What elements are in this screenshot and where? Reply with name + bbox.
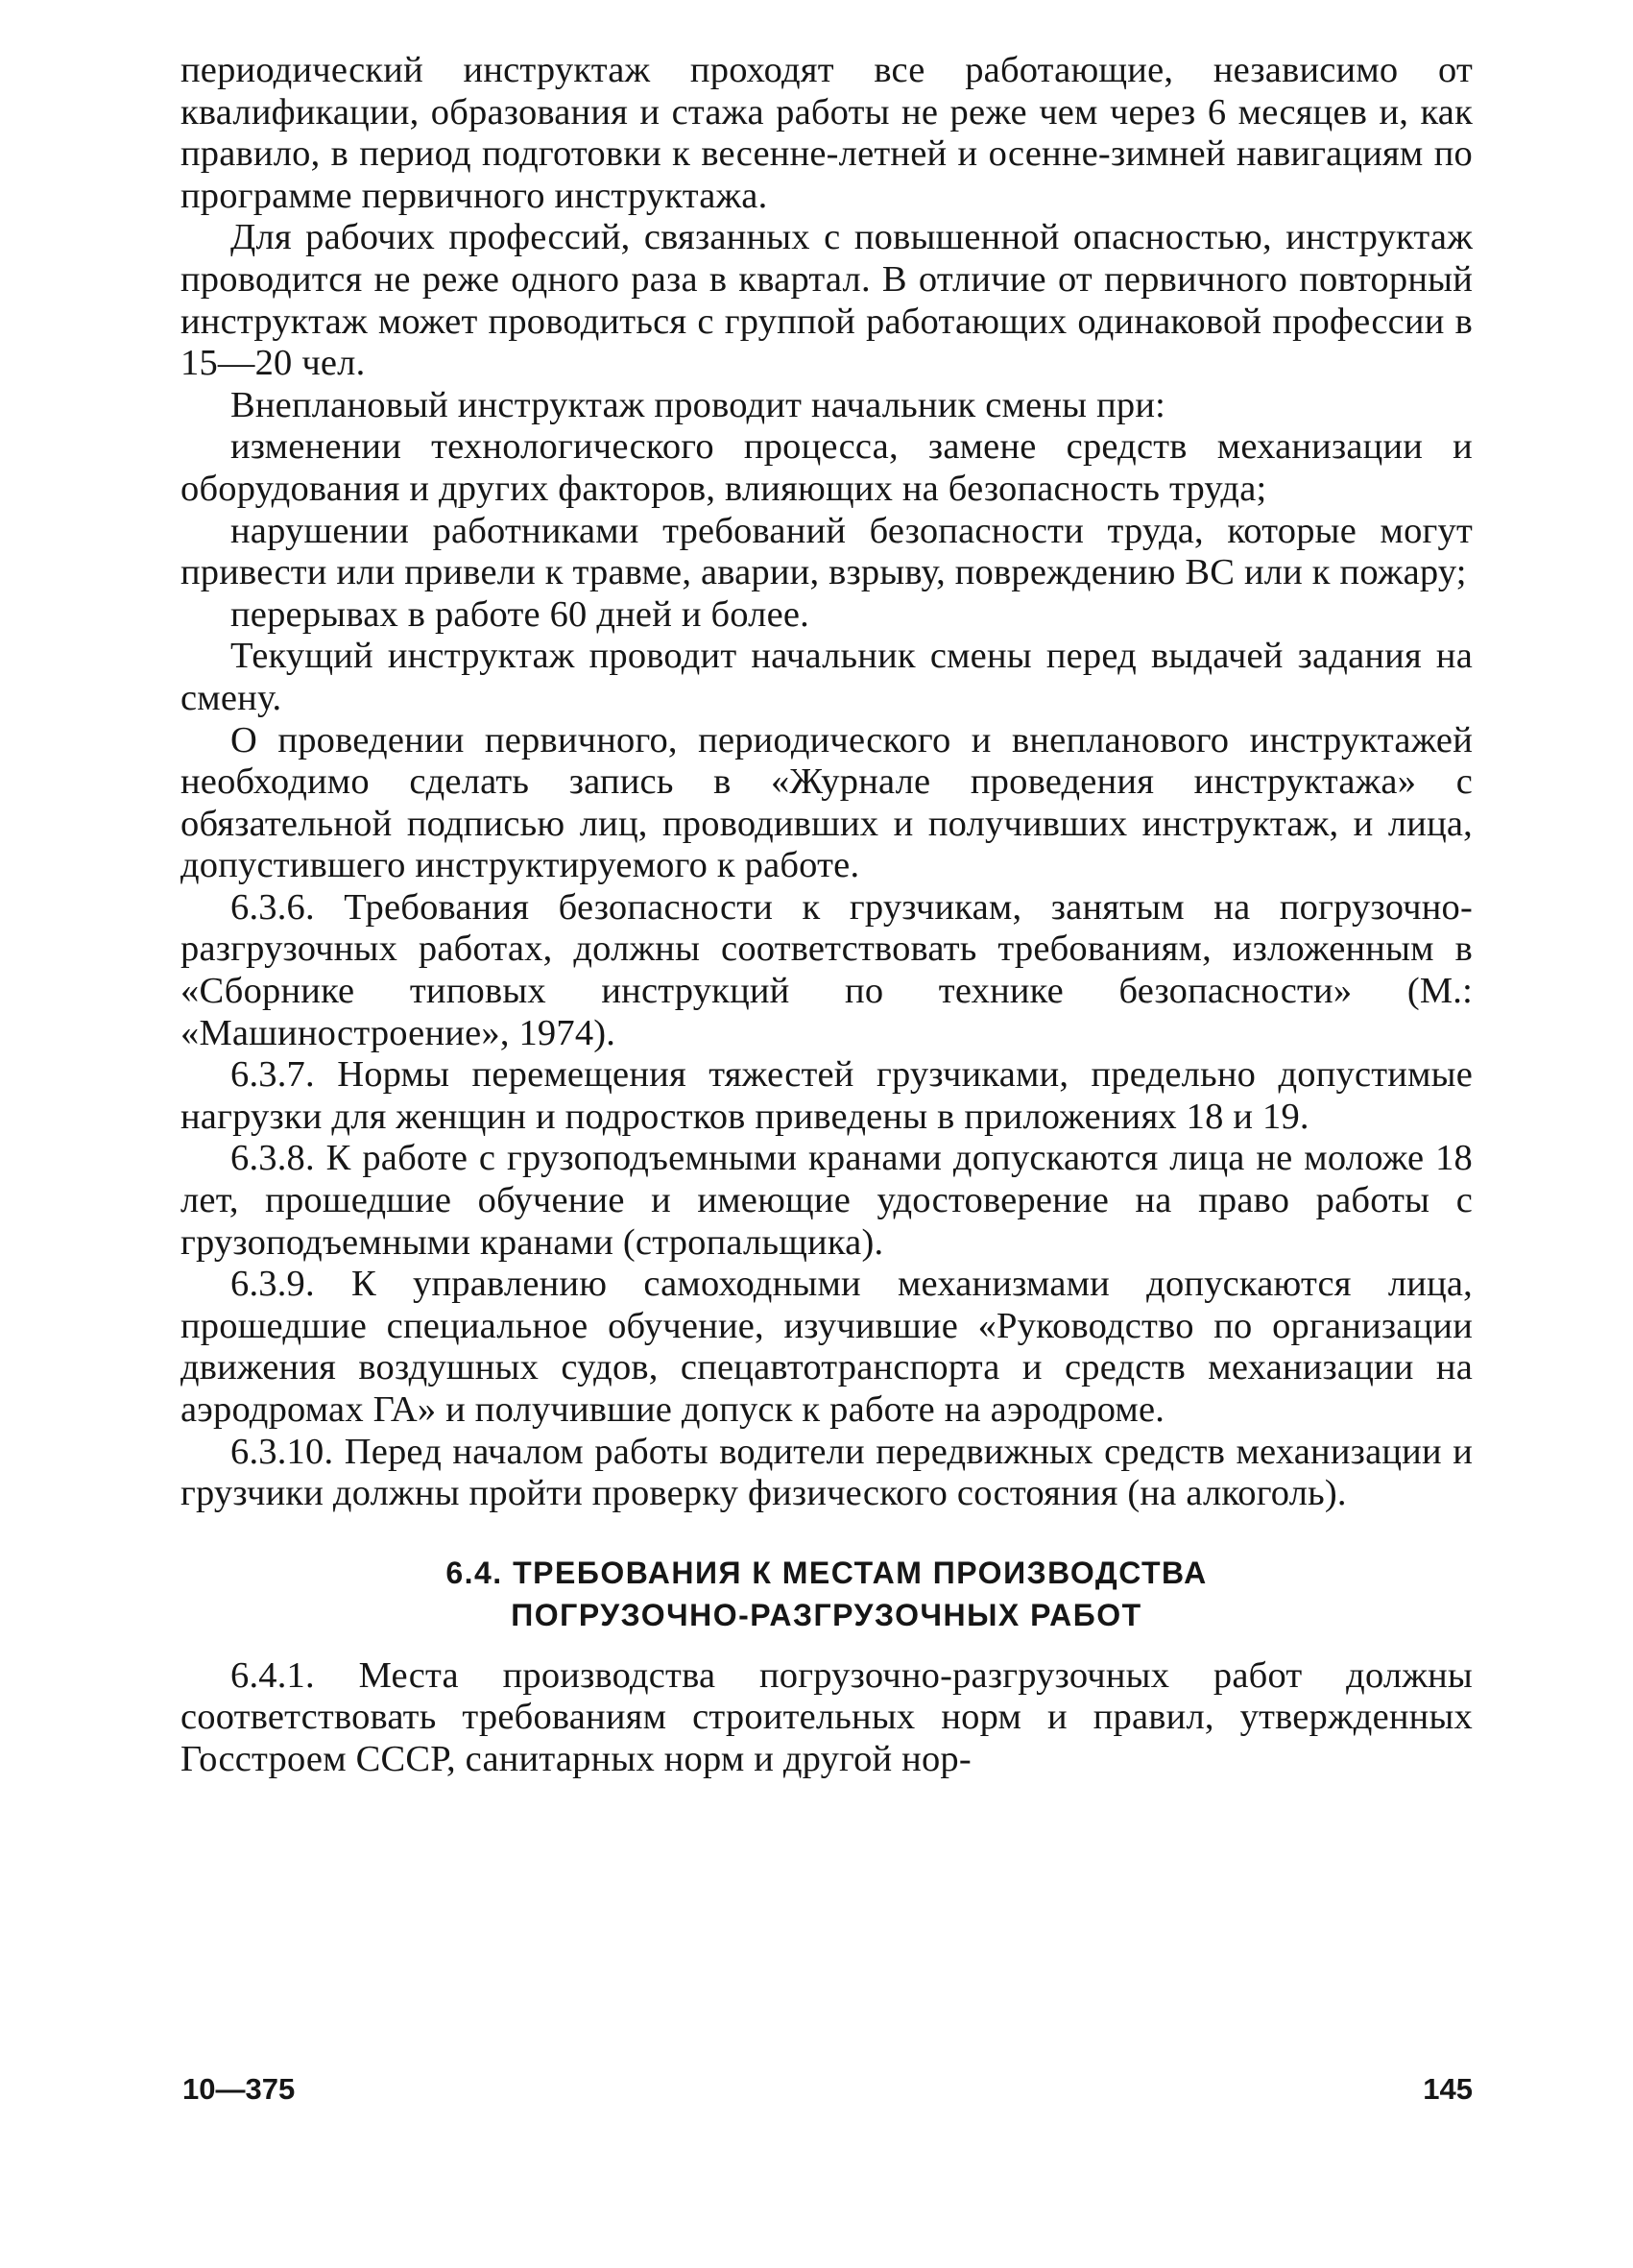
list-item-process-change: изменении технологического процесса, замене средств механизации и оборудования и других факторов, влияющих на безопасность труда; bbox=[180, 426, 1473, 509]
paragraph-6-3-10: 6.3.10. Перед началом работы водители передвижных средств механизации и грузчики должны пройти проверку физического состояния (на алкоголь). bbox=[180, 1431, 1473, 1514]
list-item-safety-violation: нарушении работниками требований безопасности труда, которые могут привести или привели к травме, аварии, взрыву, повреждению ВС или к пожару; bbox=[180, 510, 1473, 593]
printer-signature: 10—375 bbox=[182, 2072, 296, 2106]
paragraph-6-3-8: 6.3.8. К работе с грузоподъемными кранами допускаются лица не моложе 18 лет, прошедшие обучение и имеющие удостоверение на право работы с грузоподъемными кранами (стропальщика). bbox=[180, 1138, 1473, 1263]
section-heading-line-2: ПОГРУЗОЧНО-РАЗГРУЗОЧНЫХ РАБОТ bbox=[511, 1597, 1142, 1632]
paragraph-periodic-briefing: периодический инструктаж проходят все работающие, независимо от квалификации, образования и стажа работы не реже чем через 6 месяцев и, как правило, в период подготовки к весенне-летней и осенне-зимней навигациям по программе первичного инструктажа. bbox=[180, 50, 1473, 216]
section-heading bbox=[180, 1552, 1473, 1636]
paragraph-briefing-record: О проведении первичного, периодического и внепланового инструктажей необходимо сделать запись в «Журнале проведения инструктажа» с обязательной подписью лиц, проводивших и получивших инструктаж, и лица, допустившего инструктируемого к работе. bbox=[180, 719, 1473, 886]
list-item-work-break: перерывах в работе 60 дней и более. bbox=[230, 593, 809, 635]
paragraph-6-3-7: 6.3.7. Нормы перемещения тяжестей грузчиками, предельно допустимые нагрузки для женщин и подростков приведены в приложениях 18 и 19. bbox=[180, 1054, 1473, 1137]
paragraph-6-3-6: 6.3.6. Требования безопасности к грузчикам, занятым на погрузочно-разгрузочных работах, должны соответствовать требованиям, изложенным в «Сборнике типовых инструкций по технике безопасности» (М.: «Машиностроение», 1974). bbox=[180, 886, 1473, 1053]
paragraph-6-3-9: 6.3.9. К управлению самоходными механизмами допускаются лица, прошедшие специальное обучение, изучившие «Руководство по организации движения воздушных судов, спецавтотранспорта и средств механизации на аэродромах ГА» и получившие допуск к работе на аэродроме. bbox=[180, 1264, 1473, 1430]
section-heading-line-1: 6.4. ТРЕБОВАНИЯ К МЕСТАМ ПРОИЗВОДСТВА bbox=[445, 1555, 1208, 1590]
paragraph-high-risk-professions: Для рабочих профессий, связанных с повышенной опасностью, инструктаж проводится не реже одного раза в квартал. В отличие от первичного повторный инструктаж может проводиться с группой работающих одинаковой профессии в 15—20 чел. bbox=[180, 217, 1473, 384]
paragraph-current-briefing: Текущий инструктаж проводит начальник смены перед выдачей задания на смену. bbox=[180, 636, 1473, 718]
page-number: 145 bbox=[1423, 2072, 1473, 2106]
paragraph-unscheduled-briefing: Внеплановый инструктаж проводит начальник смены при: bbox=[230, 384, 1166, 425]
paragraph-6-4-1: 6.4.1. Места производства погрузочно-разгрузочных работ должны соответствовать требованиям строительных норм и правил, утвержденных Госстроем СССР, санитарных норм и другой нор- bbox=[180, 1654, 1473, 1779]
page-footer bbox=[182, 2072, 1473, 2111]
page-body bbox=[180, 50, 1473, 1781]
